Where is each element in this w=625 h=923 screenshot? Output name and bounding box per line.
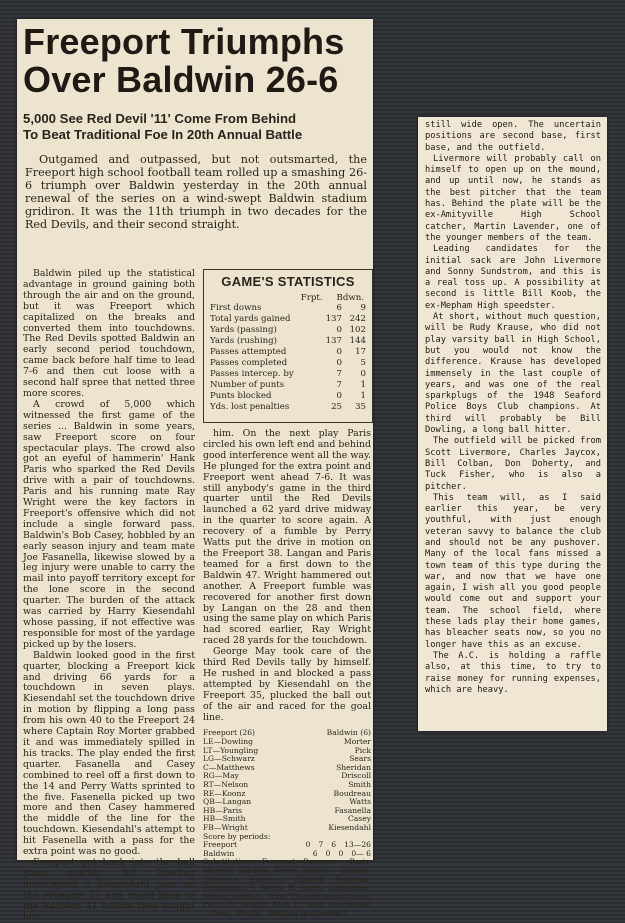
- stats-label: Yards (rushing): [210, 336, 277, 346]
- deck-line-2: To Beat Traditional Foe In 20th Annual Battle: [23, 127, 303, 142]
- lineup-freeport-player: HB—Smith: [203, 814, 246, 824]
- substitutions: Substitutions—Freeport—Parsons, Paris, Murphy, Sanders, Burns; Baldwin—Bouton, Corcoran, Emerson, Gonnoll, Halloran, Heidimann, J. Jones, R. Jones, Langabeer, Meyer, Raleigh, Rice. Touchdowns—Casey, Paris (2), Wright, May. Pt. after touchdown—Paris, Wright, Dowling (placement).: [203, 857, 371, 918]
- lineup-baldwin-player: Smith: [348, 780, 371, 790]
- lead-paragraph: Outgamed and outpassed, but not outsmarted, the Freeport high school football team rolled up a smashing 26-6 triumph over Baldwin yesterday in the 20th annual renewal of the series on a wind-swept Baldwin stadium gridiron. It was the 11th triumph in two decades for the Red Devils, and their second straight.: [25, 153, 367, 231]
- lineup-freeport-player: LE—Dowling: [203, 737, 253, 747]
- stats-value: 242: [349, 314, 366, 324]
- stats-col-baldwin: Bdwn.: [336, 293, 364, 303]
- stats-label: Total yards gained: [210, 314, 291, 324]
- score-team: Baldwin: [203, 848, 235, 858]
- lineup-freeport-player: RE—Koonz: [203, 788, 246, 798]
- stats-value: 7: [336, 380, 342, 390]
- stats-row: [210, 303, 366, 314]
- stats-value: 137: [325, 336, 342, 346]
- lineup-freeport-player: RT—Nelson: [203, 780, 249, 790]
- stats-value: 0: [336, 358, 342, 368]
- score-rows: [203, 841, 371, 858]
- lineup-baldwin-player: Boudreau: [333, 788, 371, 798]
- lineup-freeport-player: C—Matthews: [203, 762, 255, 772]
- column2-paragraph: him. On the next play Paris circled his own left end and behind good interference went all the way. He plunged for the extra point and Freeport went ahead 7-6. It was still anybody's game in the third quarter until the Red Devils launched a 62 yard drive midway in the quarter to score again. A recovery of a fumble by Perry Watts put the drive in motion on the Freeport 38. Langan and Paris teamed for a first down to the Baldwin 47. Wright hammered out another. A Freeport fumble was recovered for another first down by Langan on the 28 and then using the same play on which Paris had scored earlier, Ray Wright raced 28 yards for the touchdown.: [203, 428, 371, 647]
- deck-line-1: 5,000 See Red Devil '11' Come From Behind: [23, 111, 297, 126]
- lineup-baldwin-player: Morter: [343, 737, 371, 747]
- column1-paragraph: Freeport got back into the ball game quickly. Bill Dowling intercepted a Kiesendahl pass on the Freeport 37 and raced back to the Baldwin 41 before they caught him.: [23, 856, 195, 923]
- stats-row: [210, 314, 366, 325]
- stats-value: 17: [355, 347, 366, 357]
- stats-value: 137: [325, 314, 342, 324]
- game-statistics-box: [203, 269, 373, 423]
- lineup-freeport-player: RG—May: [203, 771, 239, 781]
- deck-headline: [23, 111, 367, 143]
- article-column-1: [23, 269, 195, 923]
- column1-paragraph: Baldwin piled up the statistical advantage in ground gaining both through the air and on the ground, but it was Freeport which capitalized on the breaks and converted them into touchdowns. The Red Devils spotted Baldwin an early second period touchdown, came back before half time to lead 7-6 and then cut loose with a second half spree that netted three more scores.: [23, 268, 195, 399]
- score-value: 0: [325, 848, 331, 858]
- lineup-baldwin-player: Sears: [349, 754, 371, 764]
- headline-line-2: Over Baldwin 26-6: [23, 59, 339, 100]
- stats-label: Passes attempted: [210, 347, 287, 357]
- score-value: 6: [312, 848, 318, 858]
- stats-value: 144: [349, 336, 366, 346]
- stats-value: 1: [360, 380, 366, 390]
- stats-row: [210, 336, 366, 347]
- column-paragraph: Leading candidates for the initial sack are John Livermore and Sonny Sundstrom, and this is a real toss up. A possibility at second is little Bill Koob, the ex-Mepham High speedster.: [425, 244, 601, 311]
- stats-label: Passes intercep. by: [210, 369, 294, 379]
- score-label: Score by periods:: [203, 831, 271, 841]
- stats-value: 35: [355, 402, 366, 412]
- stats-row: [210, 380, 366, 391]
- stats-value: 0: [336, 325, 342, 335]
- score-value: 0: [305, 840, 311, 850]
- stats-rows: [204, 303, 372, 413]
- stats-value: 6: [336, 303, 342, 313]
- lineup-baldwin-player: Fasanella: [334, 805, 371, 815]
- lineup-baldwin-player: Sheridan: [336, 762, 371, 772]
- column2-paragraph: George May took care of the third Red Devils tally by himself. He rushed in and blocked a pass attempted by Kiesendahl on the Freeport 35, plucked the ball out of the air and raced for the goal line.: [203, 646, 371, 723]
- stats-col-freeport: Frpt.: [300, 293, 323, 303]
- column-paragraph: At short, without much question, will be Rudy Krause, who did not play varsity ball in High School, but you would not know the difference. Krause has developed immensely in the last couple of years, and was one of the real sparkplugs of the 1948 Seaford Police Boys Club champions. At third will probably be Bill Dowling, a long ball hitter.: [425, 312, 601, 436]
- headline: [23, 23, 367, 99]
- lineup-baldwin-player: Casey: [347, 814, 371, 824]
- stats-label: Number of punts: [210, 380, 285, 390]
- article-column-2: [203, 429, 371, 919]
- column-paragraph: The outfield will be picked from Scott Livermore, Charles Jaycox, Bill Colban, Don Doherty, and Tuck Fisher, who is also a pitcher.: [425, 436, 601, 492]
- column-paragraph: This team will, as I said earlier this year, be very youthful, with just enough veteran savvy to balance the club and should not be any pushover. Many of the local fans missed a town team of this type during the war, and now that we have one again, I wish all you good people would come out and support your team. The school field, where these lads play their home games, has bleacher seats now, so you no longer have this as an excuse.: [425, 492, 601, 650]
- stats-row: [210, 347, 366, 358]
- stats-row: [210, 325, 366, 336]
- newspaper-clipping-column: [418, 117, 607, 731]
- lineup-freeport-player: FB—Wright: [203, 823, 248, 832]
- column1-paragraph: A crowd of 5,000 which witnessed the first game of the series ... Baldwin in some years, saw Freeport score on four spectacular plays. The crowd also got an eyeful of hammerin' Hank Paris who sparked the Red Devils drive with a pair of touchdowns. Paris and his running mate Ray Wright were the key factors in Freeport's offensive which did not include a single forward pass. Baldwin's Bob Casey, hobbled by an early season injury and team mate Joe Fasanella, likewise slowed by a leg injury were unable to carry the mail into payoff territory except for the lone score in the second quarter. The burden of the attack was carried by Harry Kiesendahl whose passing, if not effective was responsible for most of the yardage picked up by the losers.: [23, 398, 195, 650]
- stats-row: [210, 358, 366, 369]
- stats-row: [210, 369, 366, 380]
- stats-value: 0: [336, 391, 342, 401]
- stats-label: First downs: [210, 303, 262, 313]
- column1-paragraph: Baldwin looked good in the first quarter, blocking a Freeport kick and driving 66 yards for a touchdown in seven plays. Kiesendahl set the touchdown drive in motion by flipping a long pass from his own 40 to the Freeport 24 where Captain Roy Morter grabbed it and was immediately spilled in his tracks. The play ended the first quarter. Fasanella and Casey combined to reel off a first down to the 14 and Perry Watts sprinted to the five. Fasenella picked up two more and then Casey hammered the middle of the line for the touchdown. Kiesendahl's attempt to hit Fasenella with a pass for the extra point was no good.: [23, 649, 195, 858]
- stats-label: Punts blocked: [210, 391, 272, 401]
- lineup-baldwin-player: Pick: [354, 745, 371, 755]
- stats-value: 7: [336, 369, 342, 379]
- score-value: 7: [318, 840, 324, 850]
- stats-label: Yards (passing): [210, 325, 277, 335]
- stats-value: 5: [360, 358, 366, 368]
- lineup-rows: [203, 738, 371, 833]
- lineup-baldwin-player: Kiesendahl: [328, 823, 371, 832]
- lineup-baldwin-player: Watts: [349, 797, 371, 807]
- column-paragraph: still wide open. The uncertain positions are second base, first base, and the outfield.: [425, 120, 601, 153]
- stats-row: [210, 402, 366, 413]
- score-value: 0— 6: [351, 848, 371, 858]
- stats-value: 0: [360, 369, 366, 379]
- score-team: Freeport: [203, 840, 238, 850]
- lineup-freeport-player: QB—Langan: [203, 797, 252, 807]
- score-value: 0: [338, 848, 344, 858]
- lineup-baldwin-player: Driscoll: [341, 771, 371, 781]
- stats-value: 1: [360, 391, 366, 401]
- stats-label: Yds. lost penalties: [210, 402, 290, 412]
- lineup-freeport-player: HB—Paris: [203, 805, 243, 815]
- column-paragraph: The A.C. is holding a raffle also, at this time, to try to raise money for running expenses, which are heavy.: [425, 650, 601, 695]
- sports-column-text: [425, 120, 601, 696]
- headline-line-1: Freeport Triumphs: [23, 21, 345, 62]
- stats-label: Passes completed: [210, 358, 288, 368]
- stats-title: GAME'S STATISTICS: [221, 274, 355, 289]
- stats-header: [204, 293, 364, 303]
- score-value: 6: [331, 840, 337, 850]
- stats-value: 9: [360, 303, 366, 313]
- newspaper-clipping-main: [17, 19, 373, 923]
- stats-value: 0: [336, 347, 342, 357]
- column-paragraph: Livermore will probably call on himself to open up on the mound, and up until now, he stands as the best pitcher that the team has. Behind the plate will be the ex-Amityville High School catcher, Martin Lavender, one of the younger members of the team.: [425, 153, 601, 243]
- stats-row: [210, 391, 366, 402]
- lineup-header: Freeport (26) Baldwin (6): [203, 728, 371, 738]
- lineup-freeport-player: LT—Youngling: [203, 745, 259, 755]
- stats-value: 25: [331, 402, 342, 412]
- score-value: 13—26: [344, 840, 371, 850]
- stats-value: 102: [349, 325, 366, 335]
- lineup-box: [203, 729, 371, 918]
- lineup-freeport-player: LG—Schwarz: [203, 754, 255, 764]
